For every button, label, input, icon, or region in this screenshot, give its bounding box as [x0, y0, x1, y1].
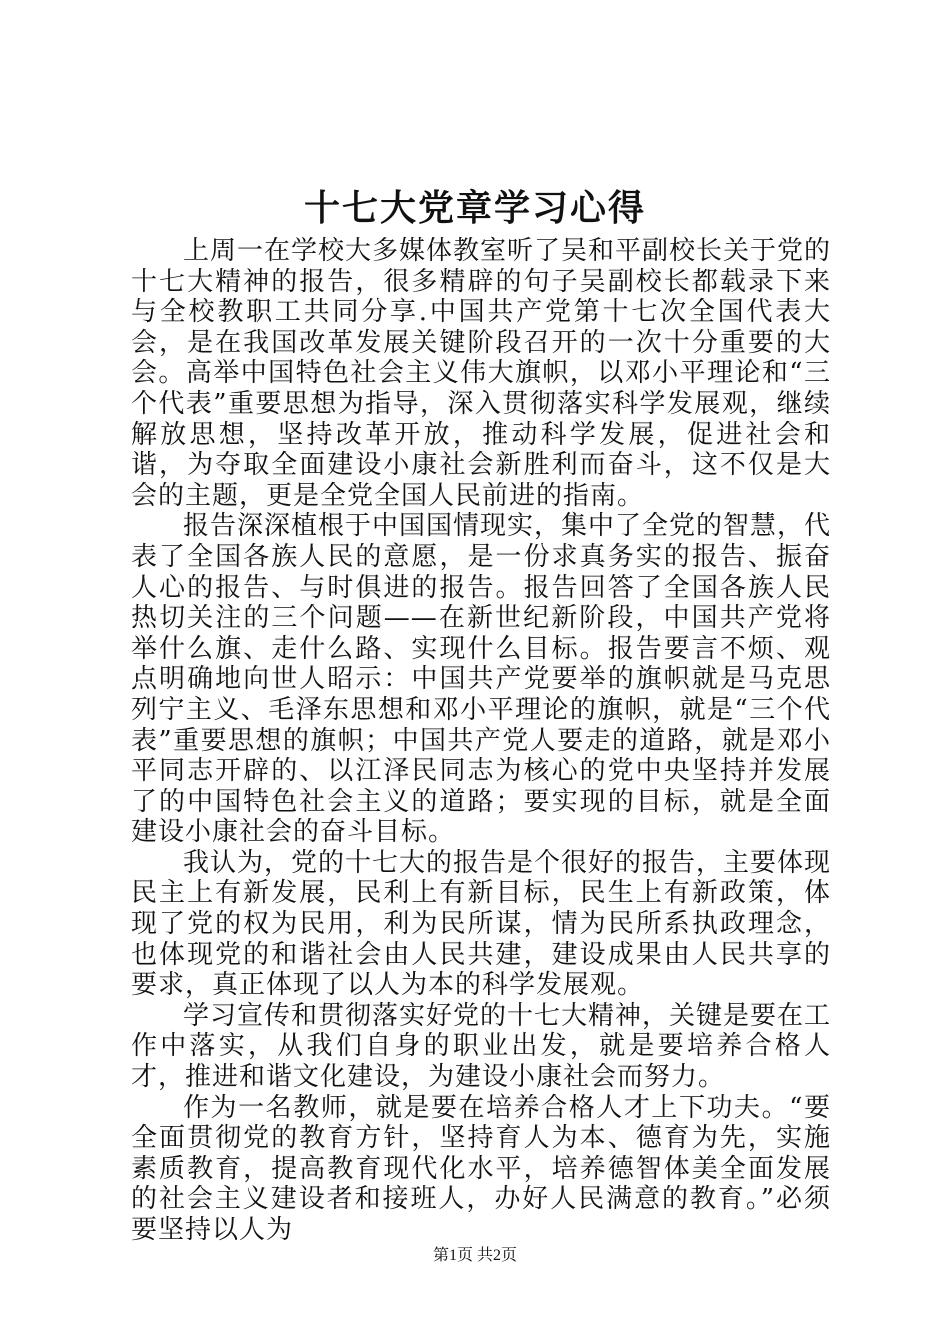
paragraph: 报告深深植根于中国国情现实，集中了全党的智慧，代表了全国各族人民的意愿，是一份求真务实的报告、振奋人心的报告、与时俱进的报告。报告回答了全国各族人民热切关注的三个问题——在新世纪新阶段，中国共产党将举什么旗、走什么路、实现什么目标。报告要言不烦、观点明确地向世人昭示：中国共产党要举的旗帜就是马克思列宁主义、毛泽东思想和邓小平理论的旗帜，就是“三个代表”重要思想的旗帜；中国共产党人要走的道路，就是邓小平同志开辟的、以江泽民同志为核心的党中央坚持并发展了的中国特色社会主义的道路；要实现的目标，就是全面建设小康社会的奋斗目标。: [131, 511, 832, 848]
page-footer: 第1页 共2页: [432, 1247, 517, 1264]
paragraph: 作为一名教师，就是要在培养合格人才上下功夫。“要全面贯彻党的教育方针，坚持育人为本、德育为先，实施素质教育，提高教育现代化水平，培养德智体美全面发展的社会主义建设者和接班人，办好人民满意的教育。”必须要坚持以人为: [131, 1092, 831, 1245]
paragraph: 学习宣传和贯彻落实好党的十七大精神，关键是要在工作中落实，从我们自身的职业出发，就是要培养合格人才，推进和谐文化建设，为建设小康社会而努力。: [131, 1000, 832, 1093]
document-body: [131, 236, 831, 1246]
paragraph: 上周一在学校大多媒体教室听了吴和平副校长关于党的十七大精神的报告，很多精辟的句子吴副校长都载录下来与全校教职工共同分享.中国共产党第十七次全国代表大会，是在我国改革发展关键阶段召开的一次十分重要的大会。高举中国特色社会主义伟大旗帜，以邓小平理论和“三个代表”重要思想为指导，深入贯彻落实科学发展观，继续解放思想，坚持改革开放，推动科学发展，促进社会和谐，为夺取全面建设小康社会新胜利而奋斗，这不仅是大会的主题，更是全党全国人民前进的指南。: [131, 236, 832, 511]
paragraph: 我认为，党的十七大的报告是个很好的报告，主要体现民主上有新发展，民利上有新目标，民生上有新政策，体现了党的权为民用，利为民所谋，情为民所系执政理念，也体现党的和谐社会由人民共建，建设成果由人民共享的要求，真正体现了以人为本的科学发展观。: [131, 847, 832, 1001]
document-title: 十七大党章学习心得: [303, 187, 646, 229]
